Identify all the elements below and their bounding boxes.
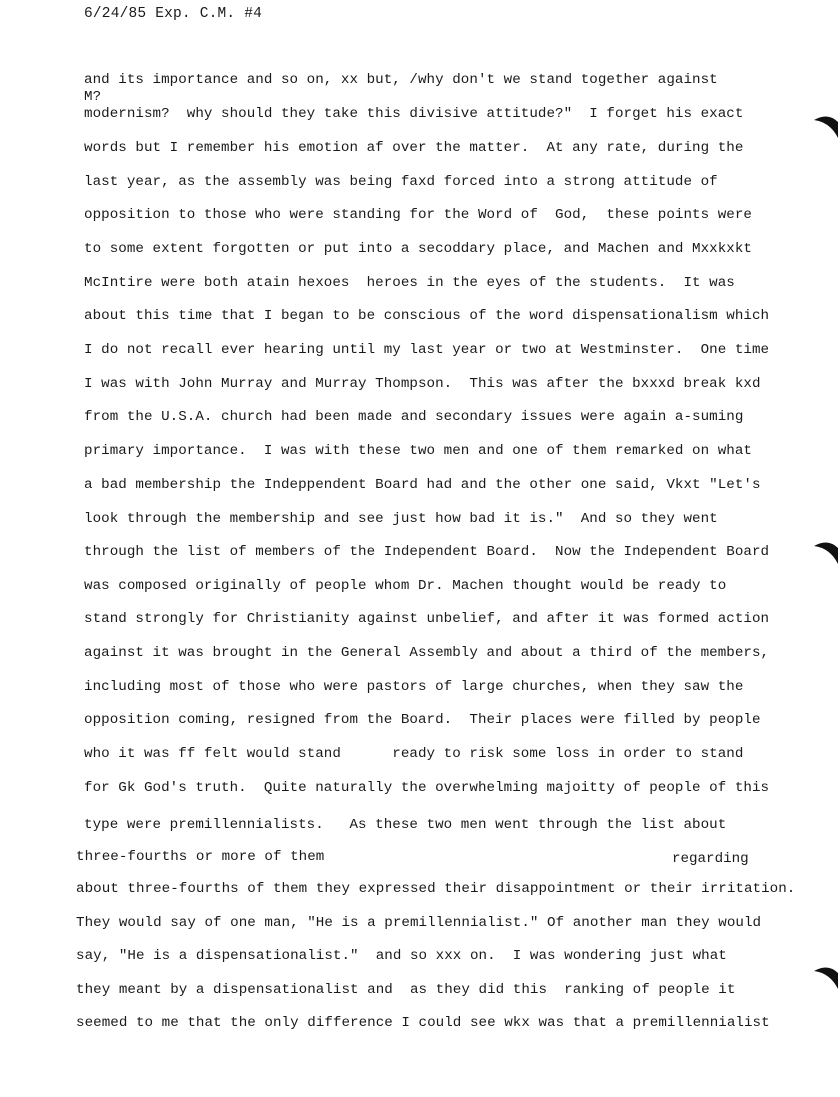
- margin-note: M?: [84, 89, 102, 105]
- binder-hole-mark-icon: [812, 112, 840, 138]
- text-line-16: was composed originally of people whom Dr. Machen thought would be ready to: [84, 578, 727, 594]
- text-line-22: for Gk God's truth. Quite naturally the overwhelming majoitty of people of this: [84, 780, 770, 796]
- text-line-27: say, "He is a dispensationalist." and so xxx on. I was wondering just what: [76, 948, 727, 964]
- text-line-13: a bad membership the Indeppendent Board had and the other one said, Vkxt "Let's: [84, 477, 761, 493]
- binder-hole-mark-icon: [812, 538, 840, 564]
- right-side-word: regarding: [672, 851, 749, 867]
- text-line-28: they meant by a dispensationalist and as they did this ranking of people it: [76, 982, 736, 998]
- page-header: 6/24/85 Exp. C.M. #4: [84, 6, 263, 22]
- text-line-19: including most of those who were pastors of large churches, when they saw the: [84, 679, 744, 695]
- text-line-15: through the list of members of the Independent Board. Now the Independent Board: [84, 544, 770, 560]
- text-line-23: type were premillennialists. As these two men went through the list about: [84, 817, 727, 833]
- text-line-3: words but I remember his emotion af over the matter. At any rate, during the: [84, 140, 744, 156]
- text-line-14: look through the membership and see just how bad it is." And so they went: [84, 511, 718, 527]
- text-line-20: opposition coming, resigned from the Board. Their places were filled by people: [84, 712, 761, 728]
- text-line-26: They would say of one man, "He is a premillennialist." Of another man they would: [76, 915, 762, 931]
- text-line-25: about three-fourths of them they expressed their disappointment or their irritation.: [76, 881, 796, 897]
- text-line-24: three-fourths or more of them: [76, 849, 325, 865]
- text-line-21: who it was ff felt would stand ready to risk some loss in order to stand: [84, 746, 744, 762]
- text-line-8: about this time that I began to be conscious of the word dispensationalism which: [84, 308, 770, 324]
- text-line-12: primary importance. I was with these two men and one of them remarked on what: [84, 443, 752, 459]
- text-line-29: seemed to me that the only difference I could see wkx was that a premillennialist: [76, 1015, 770, 1031]
- text-line-5: opposition to those who were standing for the Word of God, these points were: [84, 207, 752, 223]
- text-line-10: I was with John Murray and Murray Thompson. This was after the bxxxd break kxd: [84, 376, 761, 392]
- text-line-1: and its importance and so on, xx but, /why don't we stand together against: [84, 72, 718, 88]
- text-line-17: stand strongly for Christianity against unbelief, and after it was formed action: [84, 611, 770, 627]
- text-line-18: against it was brought in the General Assembly and about a third of the members,: [84, 645, 770, 661]
- text-line-6: to some extent forgotten or put into a secoddary place, and Machen and Mxxkxkt: [84, 241, 752, 257]
- binder-hole-mark-icon: [812, 963, 840, 989]
- text-line-9: I do not recall ever hearing until my last year or two at Westminster. One time: [84, 342, 770, 358]
- text-line-11: from the U.S.A. church had been made and secondary issues were again a-suming: [84, 409, 744, 425]
- text-line-2: modernism? why should they take this divisive attitude?" I forget his exact: [84, 106, 744, 122]
- text-line-4: last year, as the assembly was being faxd forced into a strong attitude of: [84, 174, 718, 190]
- text-line-7: McIntire were both atain hexoes heroes in the eyes of the students. It was: [84, 275, 735, 291]
